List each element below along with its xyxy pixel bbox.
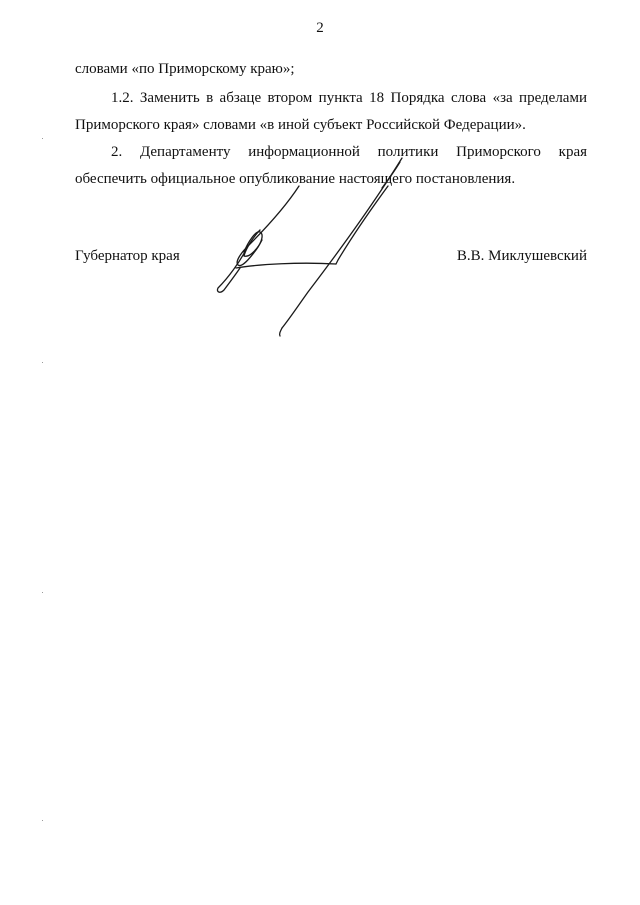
- signer-name: В.В. Миклушевский: [456, 248, 587, 264]
- position-title: Губернатор края: [75, 248, 180, 264]
- page-number: 2: [316, 20, 324, 36]
- margin-mark: [42, 362, 43, 363]
- paragraph-item-1-2: 1.2. Заменить в абзаце втором пункта 18 Порядка слова «за пределами Приморского края» словами «в иной субъект Российской Федерации».: [75, 90, 587, 133]
- paragraph-continuation: словами «по Приморскому краю»;: [75, 61, 295, 77]
- margin-mark: [42, 138, 43, 139]
- margin-mark: [42, 820, 43, 821]
- margin-mark: [42, 592, 43, 593]
- signature-block: [75, 243, 587, 270]
- paragraph-item-2: 2. Департаменту информационной политики Приморского края обеспечить официальное опубликование настоящего постановления.: [75, 144, 587, 187]
